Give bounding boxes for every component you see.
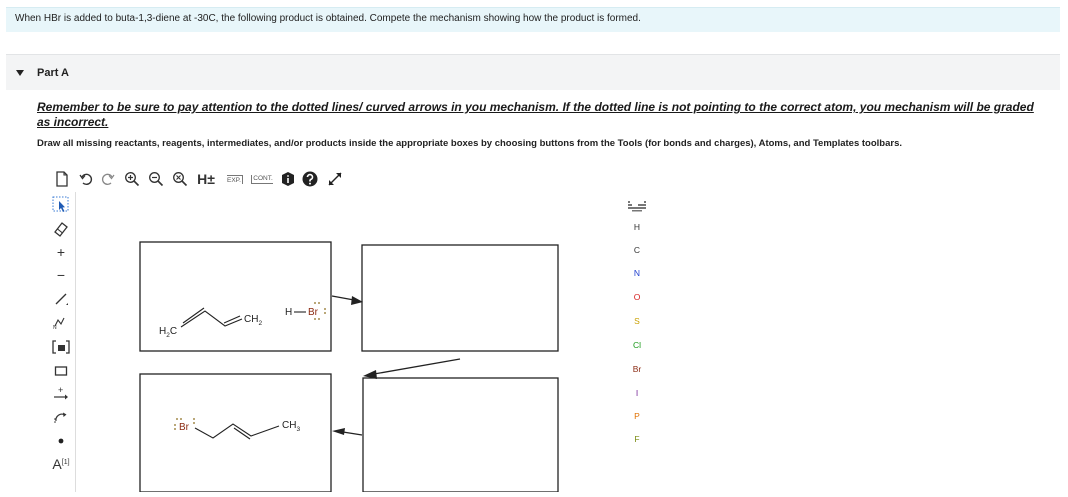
intermediate-box-3[interactable] xyxy=(363,378,558,492)
part-header[interactable] xyxy=(6,54,1060,90)
diene-double-bond-2 xyxy=(224,316,240,323)
eraser-icon[interactable] xyxy=(48,218,74,240)
contract-icon[interactable] xyxy=(248,168,276,190)
zoom-reset-icon[interactable] xyxy=(170,168,190,190)
redo-icon[interactable] xyxy=(98,168,118,190)
question-banner xyxy=(6,7,1060,32)
undo-icon[interactable] xyxy=(76,168,96,190)
electron-dot xyxy=(193,422,195,424)
expand-label: EXP. xyxy=(227,176,241,184)
electron-dot xyxy=(174,428,176,430)
radical-dot-icon[interactable] xyxy=(48,430,74,452)
contract-label: CONT. xyxy=(253,174,273,182)
minus-charge-icon[interactable]: − xyxy=(56,267,66,283)
diene-double-bond-1 xyxy=(183,308,204,323)
reaction-arrow-3 xyxy=(343,432,362,435)
reaction-arrow-3-head xyxy=(332,428,345,435)
drawing-canvas[interactable] xyxy=(75,192,621,492)
reactant-h2c-label: $H_2C$ xyxy=(159,326,178,339)
zoom-out-icon[interactable] xyxy=(146,168,166,190)
bracket-icon[interactable] xyxy=(48,336,74,358)
chain-icon[interactable] xyxy=(48,311,74,333)
instructions-text: Draw all missing reactants, reagents, intermediates, and/or products inside the appropriate boxes by choosing buttons from the Tools (for bonds and charges), Atoms, and Templates toolbars. xyxy=(37,138,903,149)
select-icon[interactable] xyxy=(48,194,74,216)
atom-label-icon[interactable] xyxy=(48,450,74,472)
reactant-ch2-label: $CH_2$ xyxy=(244,314,263,327)
plus-charge-icon[interactable]: + xyxy=(56,244,66,260)
atom-label-letter: A xyxy=(52,456,62,472)
atom-n[interactable]: N xyxy=(633,268,641,278)
new-document-icon[interactable] xyxy=(52,168,72,190)
atom-cl[interactable]: Cl xyxy=(632,340,642,350)
reaction-arrow-icon[interactable] xyxy=(48,384,74,406)
expand-icon[interactable] xyxy=(222,168,248,190)
atom-c[interactable]: C xyxy=(633,245,641,255)
atom-label-superscript: [1] xyxy=(61,459,70,466)
intermediate-box[interactable] xyxy=(362,245,558,351)
atom-o[interactable]: O xyxy=(633,292,641,302)
part-title: Part A xyxy=(37,67,69,79)
intermediate-box-2[interactable] xyxy=(140,374,331,492)
atoms-toolbar xyxy=(624,192,650,492)
electron-dot xyxy=(193,418,195,420)
electron-dot xyxy=(176,418,178,420)
warning-text: Remember to be sure to pay attention to the dotted lines/ curved arrows in you mechanism. If the dotted line is not pointing to the correct atom, you mechanism will be graded as incorrect. xyxy=(37,100,1034,129)
atom-br[interactable]: Br xyxy=(632,364,642,374)
electron-dot xyxy=(174,424,176,426)
atom-s[interactable]: S xyxy=(634,316,640,326)
editor-tools-toolbar xyxy=(48,192,74,492)
product-ch3-label: $CH_3$ xyxy=(282,420,301,433)
rectangle-icon[interactable] xyxy=(48,360,74,382)
reaction-arrow-2 xyxy=(374,359,460,374)
periodic-table-icon[interactable] xyxy=(624,196,650,216)
product-br-label: Br xyxy=(179,422,189,433)
question-text: When HBr is added to buta-1,3-diene at -30C, the following product is obtained. Compete the mechanism showing how the product is formed. xyxy=(15,13,641,24)
hbr-br-label: Br xyxy=(308,307,318,318)
hbr-h-label: H xyxy=(285,307,293,318)
curved-arrow-icon[interactable] xyxy=(48,407,74,429)
explicit-hydrogens-icon[interactable]: H± xyxy=(197,171,215,187)
electron-dot xyxy=(314,318,316,320)
atom-p[interactable]: P xyxy=(634,411,640,421)
atom-h[interactable]: H xyxy=(633,222,641,232)
reaction-arrow-1 xyxy=(332,296,354,300)
electron-dot xyxy=(318,318,320,320)
reaction-arrow-1-head xyxy=(351,296,363,305)
editor-top-toolbar xyxy=(50,168,370,190)
help-icon[interactable] xyxy=(300,168,320,190)
atom-i[interactable]: I xyxy=(635,388,639,398)
collapse-caret-icon[interactable] xyxy=(16,70,24,76)
electron-dot xyxy=(180,418,182,420)
electron-dot xyxy=(318,302,320,304)
electron-dot xyxy=(324,312,326,314)
product-bonds xyxy=(195,424,279,438)
svg-text:+: + xyxy=(58,386,64,395)
info-icon[interactable] xyxy=(278,168,298,190)
fullscreen-icon[interactable] xyxy=(324,168,346,190)
single-bond-icon[interactable] xyxy=(48,288,74,310)
electron-dot xyxy=(314,302,316,304)
electron-dot xyxy=(324,308,326,310)
atom-f[interactable]: F xyxy=(634,434,640,444)
zoom-in-icon[interactable] xyxy=(122,168,142,190)
svg-text:N: N xyxy=(53,325,57,330)
